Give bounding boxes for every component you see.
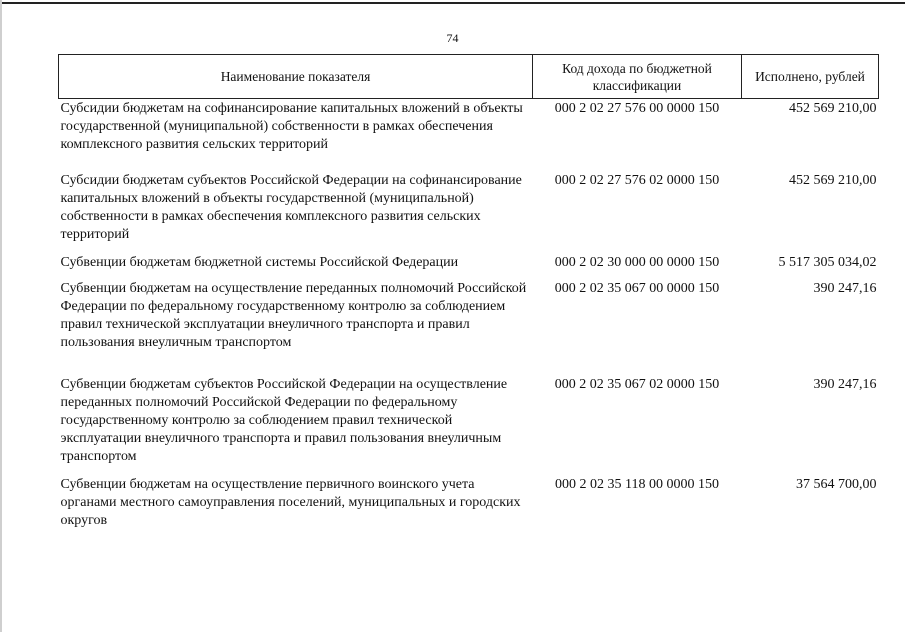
table-row bbox=[59, 280, 879, 376]
table-row bbox=[59, 99, 879, 173]
page-number: 74 bbox=[446, 31, 459, 45]
executed-amount-cell: 390 247,16 bbox=[813, 377, 877, 392]
header-revenue-code: Код дохода по бюджетной классификации bbox=[533, 55, 742, 99]
revenue-code-cell: 000 2 02 35 118 00 0000 150 bbox=[555, 477, 719, 492]
table-row bbox=[59, 172, 879, 254]
left-scan-edge bbox=[0, 0, 2, 632]
revenue-code-cell: 000 2 02 35 067 00 0000 150 bbox=[554, 281, 720, 296]
executed-amount-cell: 452 569 210,00 bbox=[789, 173, 877, 188]
indicator-name-cell: Субвенции бюджетам на осуществление переданных полномочий Российской Федерации по федеральному государственному контролю за соблюдением правил технической эксплуатации внеуличного транспорта и правил пользования внеуличным транспортом bbox=[60, 281, 527, 350]
header-indicator-name: Наименование показателя bbox=[59, 55, 533, 99]
revenue-code-cell: 000 2 02 27 576 00 0000 150 bbox=[554, 101, 720, 116]
revenue-code-cell: 000 2 02 27 576 02 0000 150 bbox=[554, 173, 720, 188]
indicator-name-cell: Субсидии бюджетам на софинансирование капитальных вложений в объекты государственной (муниципальной) собственности в рамках обеспечения комплексного развития сельских территорий bbox=[60, 101, 523, 152]
indicator-name-cell: Субвенции бюджетам субъектов Российской Федерации на осуществление переданных полномочий Российской Федерации по федеральному государственному контролю за соблюдением правил технической эксплуатации внеуличного транспорта и правил пользования внеуличным транспортом bbox=[60, 377, 508, 464]
indicator-name-cell: Субвенции бюджетам бюджетной системы Российской Федерации bbox=[60, 255, 459, 270]
table-row bbox=[59, 254, 879, 280]
revenue-code-cell: 000 2 02 30 000 00 0000 150 bbox=[554, 255, 720, 270]
top-border-line bbox=[0, 2, 905, 4]
executed-amount-cell: 5 517 305 034,02 bbox=[778, 255, 877, 270]
revenue-code-cell: 000 2 02 35 067 02 0000 150 bbox=[554, 377, 720, 392]
table-row bbox=[59, 376, 879, 476]
executed-amount-cell: 390 247,16 bbox=[813, 281, 877, 296]
executed-amount-cell: 452 569 210,00 bbox=[789, 101, 877, 116]
executed-amount-cell: 37 564 700,00 bbox=[796, 477, 877, 492]
table-header-row bbox=[59, 55, 879, 99]
table-row bbox=[59, 476, 879, 536]
indicator-name-cell: Субвенции бюджетам на осуществление первичного воинского учета органами местного самоуправления поселений, муниципальных и городских округов bbox=[60, 477, 521, 528]
indicator-name-cell: Субсидии бюджетам субъектов Российской Федерации на софинансирование капитальных вложений в объекты государственной (муниципальной) собственности в рамках обеспечения комплексного развития сельских территорий bbox=[60, 173, 522, 242]
budget-revenue-table bbox=[58, 54, 879, 536]
header-executed-amount: Исполнено, рублей bbox=[742, 55, 879, 99]
